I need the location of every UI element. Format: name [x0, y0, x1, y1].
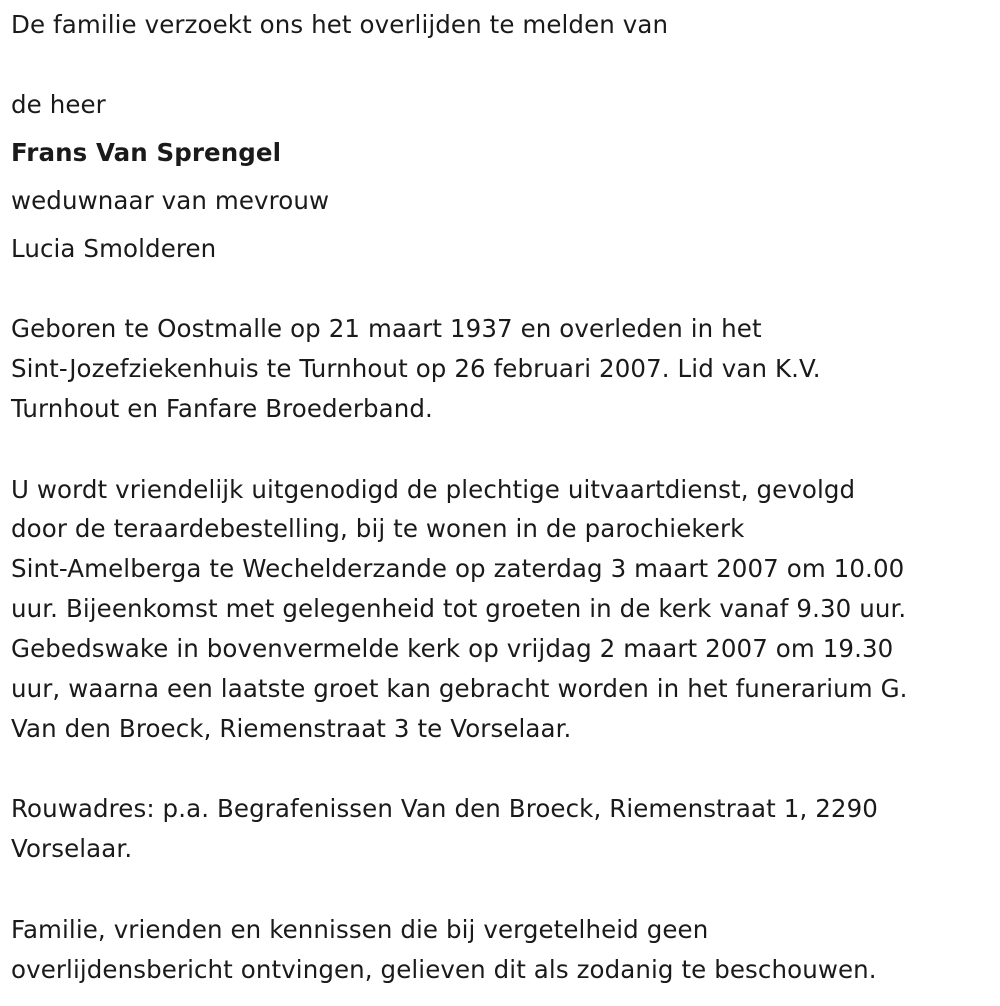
- closing-line: Familie, vrienden en kennissen die bij vergetelheid geen: [11, 915, 709, 944]
- funeral-line: Van den Broeck, Riemenstraat 3 te Vorselaar.: [11, 714, 572, 743]
- biography-line: Sint-Jozefziekenhuis te Turnhout op 26 februari 2007. Lid van K.V.: [11, 354, 821, 383]
- closing-line: overlijdensbericht ontvingen, gelieven dit als zodanig te beschouwen.: [11, 955, 877, 984]
- salutation: de heer: [11, 90, 106, 119]
- funeral-line: uur. Bijeenkomst met gelegenheid tot groeten in de kerk vanaf 9.30 uur.: [11, 594, 907, 623]
- deceased-name: Frans Van Sprengel: [11, 138, 282, 167]
- biography-line: Turnhout en Fanfare Broederband.: [11, 394, 433, 423]
- funeral-line: Gebedswake in bovenvermelde kerk op vrijdag 2 maart 2007 om 19.30: [11, 634, 894, 663]
- address-line: Rouwadres: p.a. Begrafenissen Van den Broeck, Riemenstraat 1, 2290: [11, 794, 878, 823]
- funeral-line: uur, waarna een laatste groet kan gebracht worden in het funerarium G.: [11, 674, 908, 703]
- funeral-line: U wordt vriendelijk uitgenodigd de plechtige uitvaartdienst, gevolgd: [11, 475, 856, 504]
- intro-text: De familie verzoekt ons het overlijden te melden van: [11, 10, 669, 39]
- biography-line: Geboren te Oostmalle op 21 maart 1937 en overleden in het: [11, 314, 762, 343]
- spouse-name: Lucia Smolderen: [11, 234, 217, 263]
- funeral-line: door de teraardebestelling, bij te wonen in de parochiekerk: [11, 514, 745, 543]
- relation-text: weduwnaar van mevrouw: [11, 186, 330, 215]
- funeral-line: Sint-Amelberga te Wechelderzande op zaterdag 3 maart 2007 om 10.00: [11, 554, 905, 583]
- address-line: Vorselaar.: [11, 834, 133, 863]
